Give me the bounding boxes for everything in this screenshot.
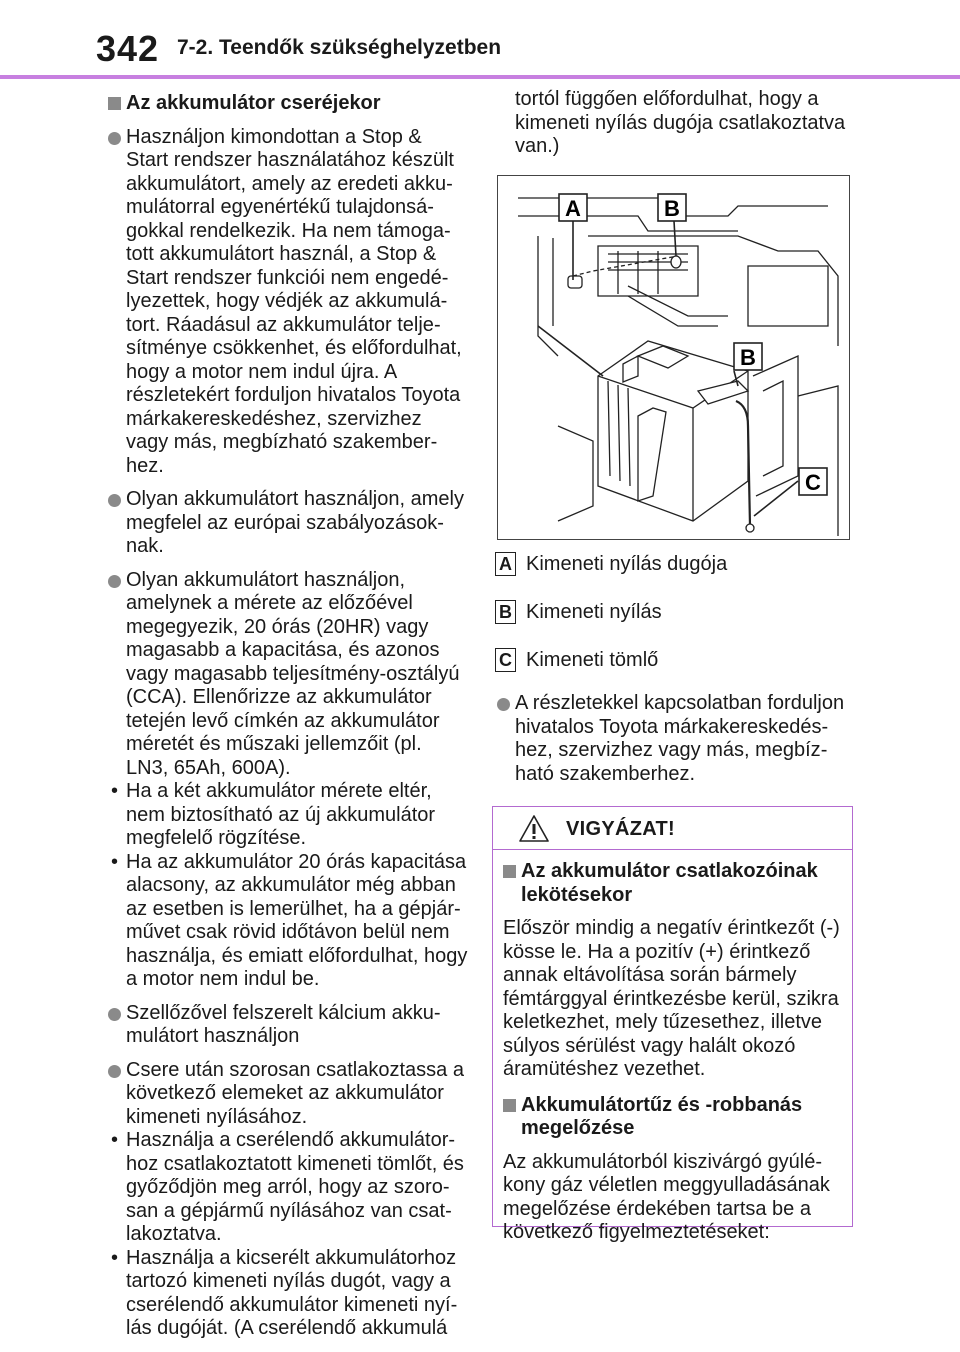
warning-title: VIGYÁZAT! [566,818,675,840]
warning-header [493,807,852,850]
sub-list-item [108,1247,468,1341]
figure-label-b: B [740,345,756,370]
warning-triangle-icon [519,815,549,842]
sub-bullet-text: Használja a cserélendő akkumulátorhoz csatlakoztatott kimeneti tömlőt, és győződjön meg arról, hogy az szorosan a gépjármű nyílásához van csatlakoztatva. [126,1129,464,1245]
sub-bullet-icon: • [111,850,119,873]
figure-label-a: A [565,196,581,221]
list-item [497,692,857,786]
sub-bullet-text: Ha a két akkumulátor mérete eltér, nem biztosítható az új akkumulátor megfelelő rögzítése. [126,780,436,849]
right-column [515,88,860,159]
section-title: 7-2. Teendők szükséghelyzetben [177,36,502,59]
list-item [108,1059,468,1130]
list-item [108,569,468,781]
list-item [108,1002,468,1049]
continuation-text: tortól függően előfordulhat, hogy a kimeneti nyílás dugója csatlakoztatva van.) [515,88,846,157]
sub-list-item [108,1129,468,1247]
figure-label-b: B [664,196,680,221]
legend-letter: A [495,552,516,576]
list-item [108,126,468,479]
legend-text: Kimeneti tömlő [526,649,659,671]
round-bullet-icon [108,1065,121,1078]
list-item [108,488,468,559]
bullet-text: Használjon kimondottan a Stop & Start rendszer használatához készült akkumulátort, amely az eredeti akkumulátorral egyenértékű tulajdonságokkal rendelkezik. Ha nem támogatott akkumulátort használ, a Stop & Start rendszer funkciói nem engedélyezettek, hogy védjék az akkumulátort. Ráadásul az akkumulátor teljesítménye csökkenhet, és előfordulhat, hogy a motor nem indul újra. A részletekért forduljon hivatalos Toyota márkakereskedéshez, szervizhez vagy más, megbízható szakemberhez. [126,125,462,477]
sub-list-item [108,851,468,992]
page-number: 342 [96,28,160,69]
sub-bullet-text: Ha az akkumulátor 20 órás kapacitása alacsony, az akkumulátor még abban az esetben is lemerülhet, ha a gépjárművet csak rövid időtávon belül nem használja, és emiatt előfordulhat, hogy a motor nem indul be. [126,850,468,990]
bullet-text: A részletekkel kapcsolatban forduljon hivatalos Toyota márkakereskedéshez, szervizhez vagy más, megbízható szakemberhez. [515,692,845,785]
round-bullet-icon [108,1008,121,1021]
bullet-text: Olyan akkumulátort használjon, amely megfelel az európai szabályozásoknak. [126,488,464,557]
round-bullet-icon [108,575,121,588]
header-divider [0,75,960,79]
figure-label-c: C [805,470,821,495]
legend-letter: C [495,648,516,672]
warning-subheading [503,860,840,907]
legend-letter: B [495,600,516,624]
sub-bullet-icon: • [111,1246,119,1269]
warning-box [492,806,853,1243]
subheading-text: Akkumulátortűz és -robbanás megelőzése [521,1093,803,1139]
bullet-text: Csere után szorosan csatlakoztassa a következő elemeket az akkumulátor kimeneti nyílásához. [126,1058,464,1128]
square-bullet-icon [503,865,516,878]
round-bullet-icon [108,494,121,507]
section-heading [108,92,468,116]
bullet-text: Olyan akkumulátort használjon, amelynek a mérete az előzőével megegyezik, 20 órás (20HR) vagy magasabb a kapacitása, és azonos vagy magasabb teljesítmény-osztályú (CCA). Ellenőrizze az akkumulátor tetején levő címkén az akkumulátor méretét és műszaki jellemzőit (pl. LN3, 65Ah, 600A). [126,568,460,779]
legend-text: Kimeneti nyílás dugója [526,553,728,575]
warning-subheading [503,1094,840,1141]
bullet-text: Szellőzővel felszerelt kálcium akkumulátort használjon [126,1001,441,1047]
sub-bullet-icon: • [111,780,119,802]
warning-paragraph: Az akkumulátorból kiszivárgó gyúlékony gáz véletlen meggyulladásának megelőzése érdekében tartsa be a következő figyelmeztetéseket: [503,1150,830,1243]
page-header [0,0,960,80]
sub-list-item [108,780,468,851]
legend-text: Kimeneti nyílás [526,601,662,623]
square-bullet-icon [503,1099,516,1112]
subheading-text: Az akkumulátor csatlakozóinak lekötésekor [521,860,818,906]
sub-bullet-icon: • [111,1129,119,1151]
heading-text: Az akkumulátor cseréjekor [126,92,381,114]
warning-body [493,850,852,1245]
right-bullet-block [497,692,857,796]
square-bullet-icon [108,97,121,110]
left-column [108,88,468,1341]
battery-illustration [497,175,850,540]
round-bullet-icon [108,132,121,145]
battery-diagram-svg [498,176,850,540]
warning-paragraph: Először mindig a negatív érintkezőt (-) kösse le. Ha a pozitív (+) érintkező annak eltávolítása során bármely fémtárggyal érintkezésbe kerül, szikra keletkezhet, mely tűzesethez, illetve súlyos sérülést vagy halált okozó áramütéshez vezethet. [503,917,840,1080]
round-bullet-icon [497,698,510,711]
sub-bullet-text: Használja a kicserélt akkumulátorhoz tartozó kimeneti nyílás dugót, vagy a cserélendő akkumulátor kimeneti nyílás dugóját. (A cserélendő akkumulá [126,1246,458,1339]
